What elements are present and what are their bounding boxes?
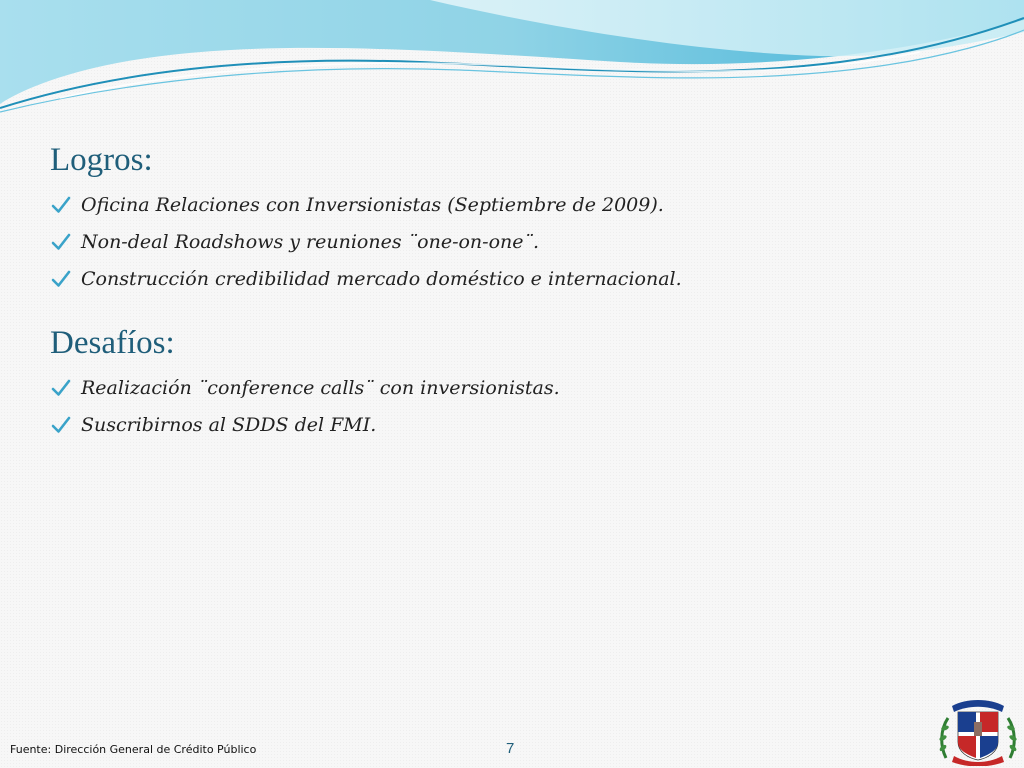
list-item-text: Construcción credibilidad mercado doméstico e internacional. [81, 267, 682, 290]
achievements-list [50, 186, 990, 297]
list-item [50, 223, 990, 260]
footer-source: Fuente: Dirección General de Crédito Público [10, 743, 257, 756]
checkmark-icon [50, 377, 72, 399]
list-item-text: Suscribirnos al SDDS del FMI. [81, 413, 377, 436]
section-heading: Logros: [50, 142, 153, 178]
checkmark-icon [50, 268, 72, 290]
challenges-list [50, 369, 990, 443]
list-item-text: Realización ¨conference calls¨ con inversionistas. [81, 376, 560, 399]
section-desafios [50, 321, 990, 443]
list-item [50, 186, 990, 223]
page-number: 7 [506, 740, 515, 757]
list-item [50, 369, 990, 406]
checkmark-icon [50, 231, 72, 253]
slide-content [50, 138, 990, 461]
list-item-text: Oficina Relaciones con Inversionistas (Septiembre de 2009). [81, 193, 664, 216]
header-wave-decoration [0, 0, 1024, 130]
checkmark-icon [50, 414, 72, 436]
list-item [50, 406, 990, 443]
list-item [50, 260, 990, 297]
list-item-text: Non-deal Roadshows y reuniones ¨one-on-one¨. [81, 230, 540, 253]
coat-of-arms-icon [936, 696, 1020, 766]
section-logros [50, 138, 990, 297]
section-heading: Desafíos: [50, 325, 175, 361]
checkmark-icon [50, 194, 72, 216]
